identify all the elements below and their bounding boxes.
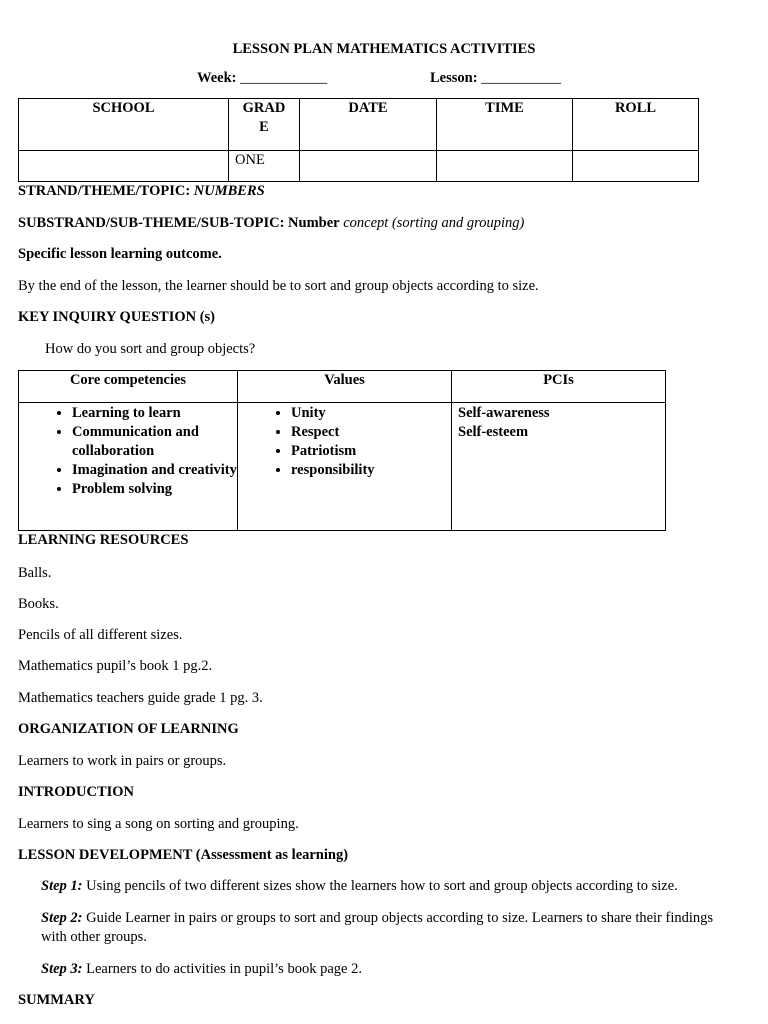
development-heading: LESSON DEVELOPMENT (Assessment as learning) <box>18 847 349 863</box>
list-item: • Respect <box>291 423 451 442</box>
list-item: • Imagination and creativity <box>72 461 237 480</box>
info-data-row <box>19 151 699 182</box>
lesson-field <box>430 69 561 88</box>
list-item: • Learning to learn <box>72 404 237 423</box>
step-1 <box>41 877 731 896</box>
outcome-heading: Specific lesson learning outcome. <box>18 246 222 262</box>
list-item: • Unity <box>291 404 451 423</box>
list-item: Self-esteem <box>458 424 529 440</box>
resource-item: Mathematics teachers guide grade 1 pg. 3. <box>18 690 263 706</box>
competencies-table <box>18 370 666 531</box>
header-roll: ROLL <box>573 99 699 151</box>
step-label: Step 2: <box>41 910 83 926</box>
page-title: LESSON PLAN MATHEMATICS ACTIVITIES <box>232 41 536 57</box>
step-3 <box>41 960 731 979</box>
list-item: • Patriotism <box>291 442 451 461</box>
resource-item: Balls. <box>18 565 52 581</box>
step-text: Guide Learner in pairs or groups to sort and group objects according to size. Learners to share their findings with other groups. <box>41 910 714 945</box>
header-school: SCHOOL <box>19 99 229 151</box>
organization-heading: ORGANIZATION OF LEARNING <box>18 721 239 737</box>
resource-item: Pencils of all different sizes. <box>18 627 183 643</box>
introduction-heading: INTRODUCTION <box>18 784 135 800</box>
header-core-competencies: Core competencies <box>19 371 238 403</box>
step-text: Learners to do activities in pupil’s book page 2. <box>82 961 362 977</box>
step-text: Using pencils of two different sizes show the learners how to sort and group objects according to size. <box>82 878 678 894</box>
cell-time <box>437 151 573 182</box>
competencies-cell <box>19 403 238 531</box>
substrand-line <box>18 214 524 233</box>
cell-grade: ONE <box>229 151 300 182</box>
summary-heading: SUMMARY <box>18 992 95 1008</box>
introduction-text: Learners to sing a song on sorting and grouping. <box>18 816 299 832</box>
lesson-blank: ___________ <box>481 70 561 86</box>
competencies-header-row <box>19 371 666 403</box>
info-header-row <box>19 99 699 151</box>
cell-roll <box>573 151 699 182</box>
strand-label: STRAND/THEME/TOPIC: <box>18 183 194 199</box>
resource-item: Books. <box>18 596 59 612</box>
week-blank: ____________ <box>240 70 328 86</box>
header-time: TIME <box>437 99 573 151</box>
info-table <box>18 98 699 182</box>
header-grade: GRAD E <box>229 99 300 151</box>
list-item: • Problem solving <box>72 480 237 499</box>
step-label: Step 3: <box>41 961 83 977</box>
strand-value: NUMBERS <box>193 183 265 199</box>
resource-item: Mathematics pupil’s book 1 pg.2. <box>18 658 213 674</box>
step-2 <box>41 909 731 947</box>
cell-date <box>300 151 437 182</box>
substrand-value: concept (sorting and grouping) <box>339 215 525 231</box>
organization-text: Learners to work in pairs or groups. <box>18 753 227 769</box>
values-cell <box>238 403 452 531</box>
values-list <box>238 404 451 480</box>
competencies-row <box>19 403 666 531</box>
step-label: Step 1: <box>41 878 83 894</box>
competencies-list <box>19 404 237 499</box>
resources-heading: LEARNING RESOURCES <box>18 532 189 548</box>
header-values: Values <box>238 371 452 403</box>
cell-school <box>19 151 229 182</box>
week-field <box>197 69 327 88</box>
substrand-label: SUBSTRAND/SUB-THEME/SUB-TOPIC: Number <box>18 215 340 231</box>
header-pcis: PCIs <box>452 371 666 403</box>
week-label: Week: <box>197 70 237 86</box>
header-date: DATE <box>300 99 437 151</box>
pcis-cell <box>452 403 666 531</box>
inquiry-text: How do you sort and group objects? <box>45 341 256 357</box>
list-item: Self-awareness <box>458 405 550 421</box>
list-item: • Communication and collaboration <box>72 423 237 461</box>
list-item: • responsibility <box>291 461 451 480</box>
lesson-label: Lesson: <box>430 70 478 86</box>
inquiry-heading: KEY INQUIRY QUESTION (s) <box>18 309 216 325</box>
strand-line <box>18 182 265 201</box>
outcome-text: By the end of the lesson, the learner should be to sort and group objects according to size. <box>18 278 539 294</box>
